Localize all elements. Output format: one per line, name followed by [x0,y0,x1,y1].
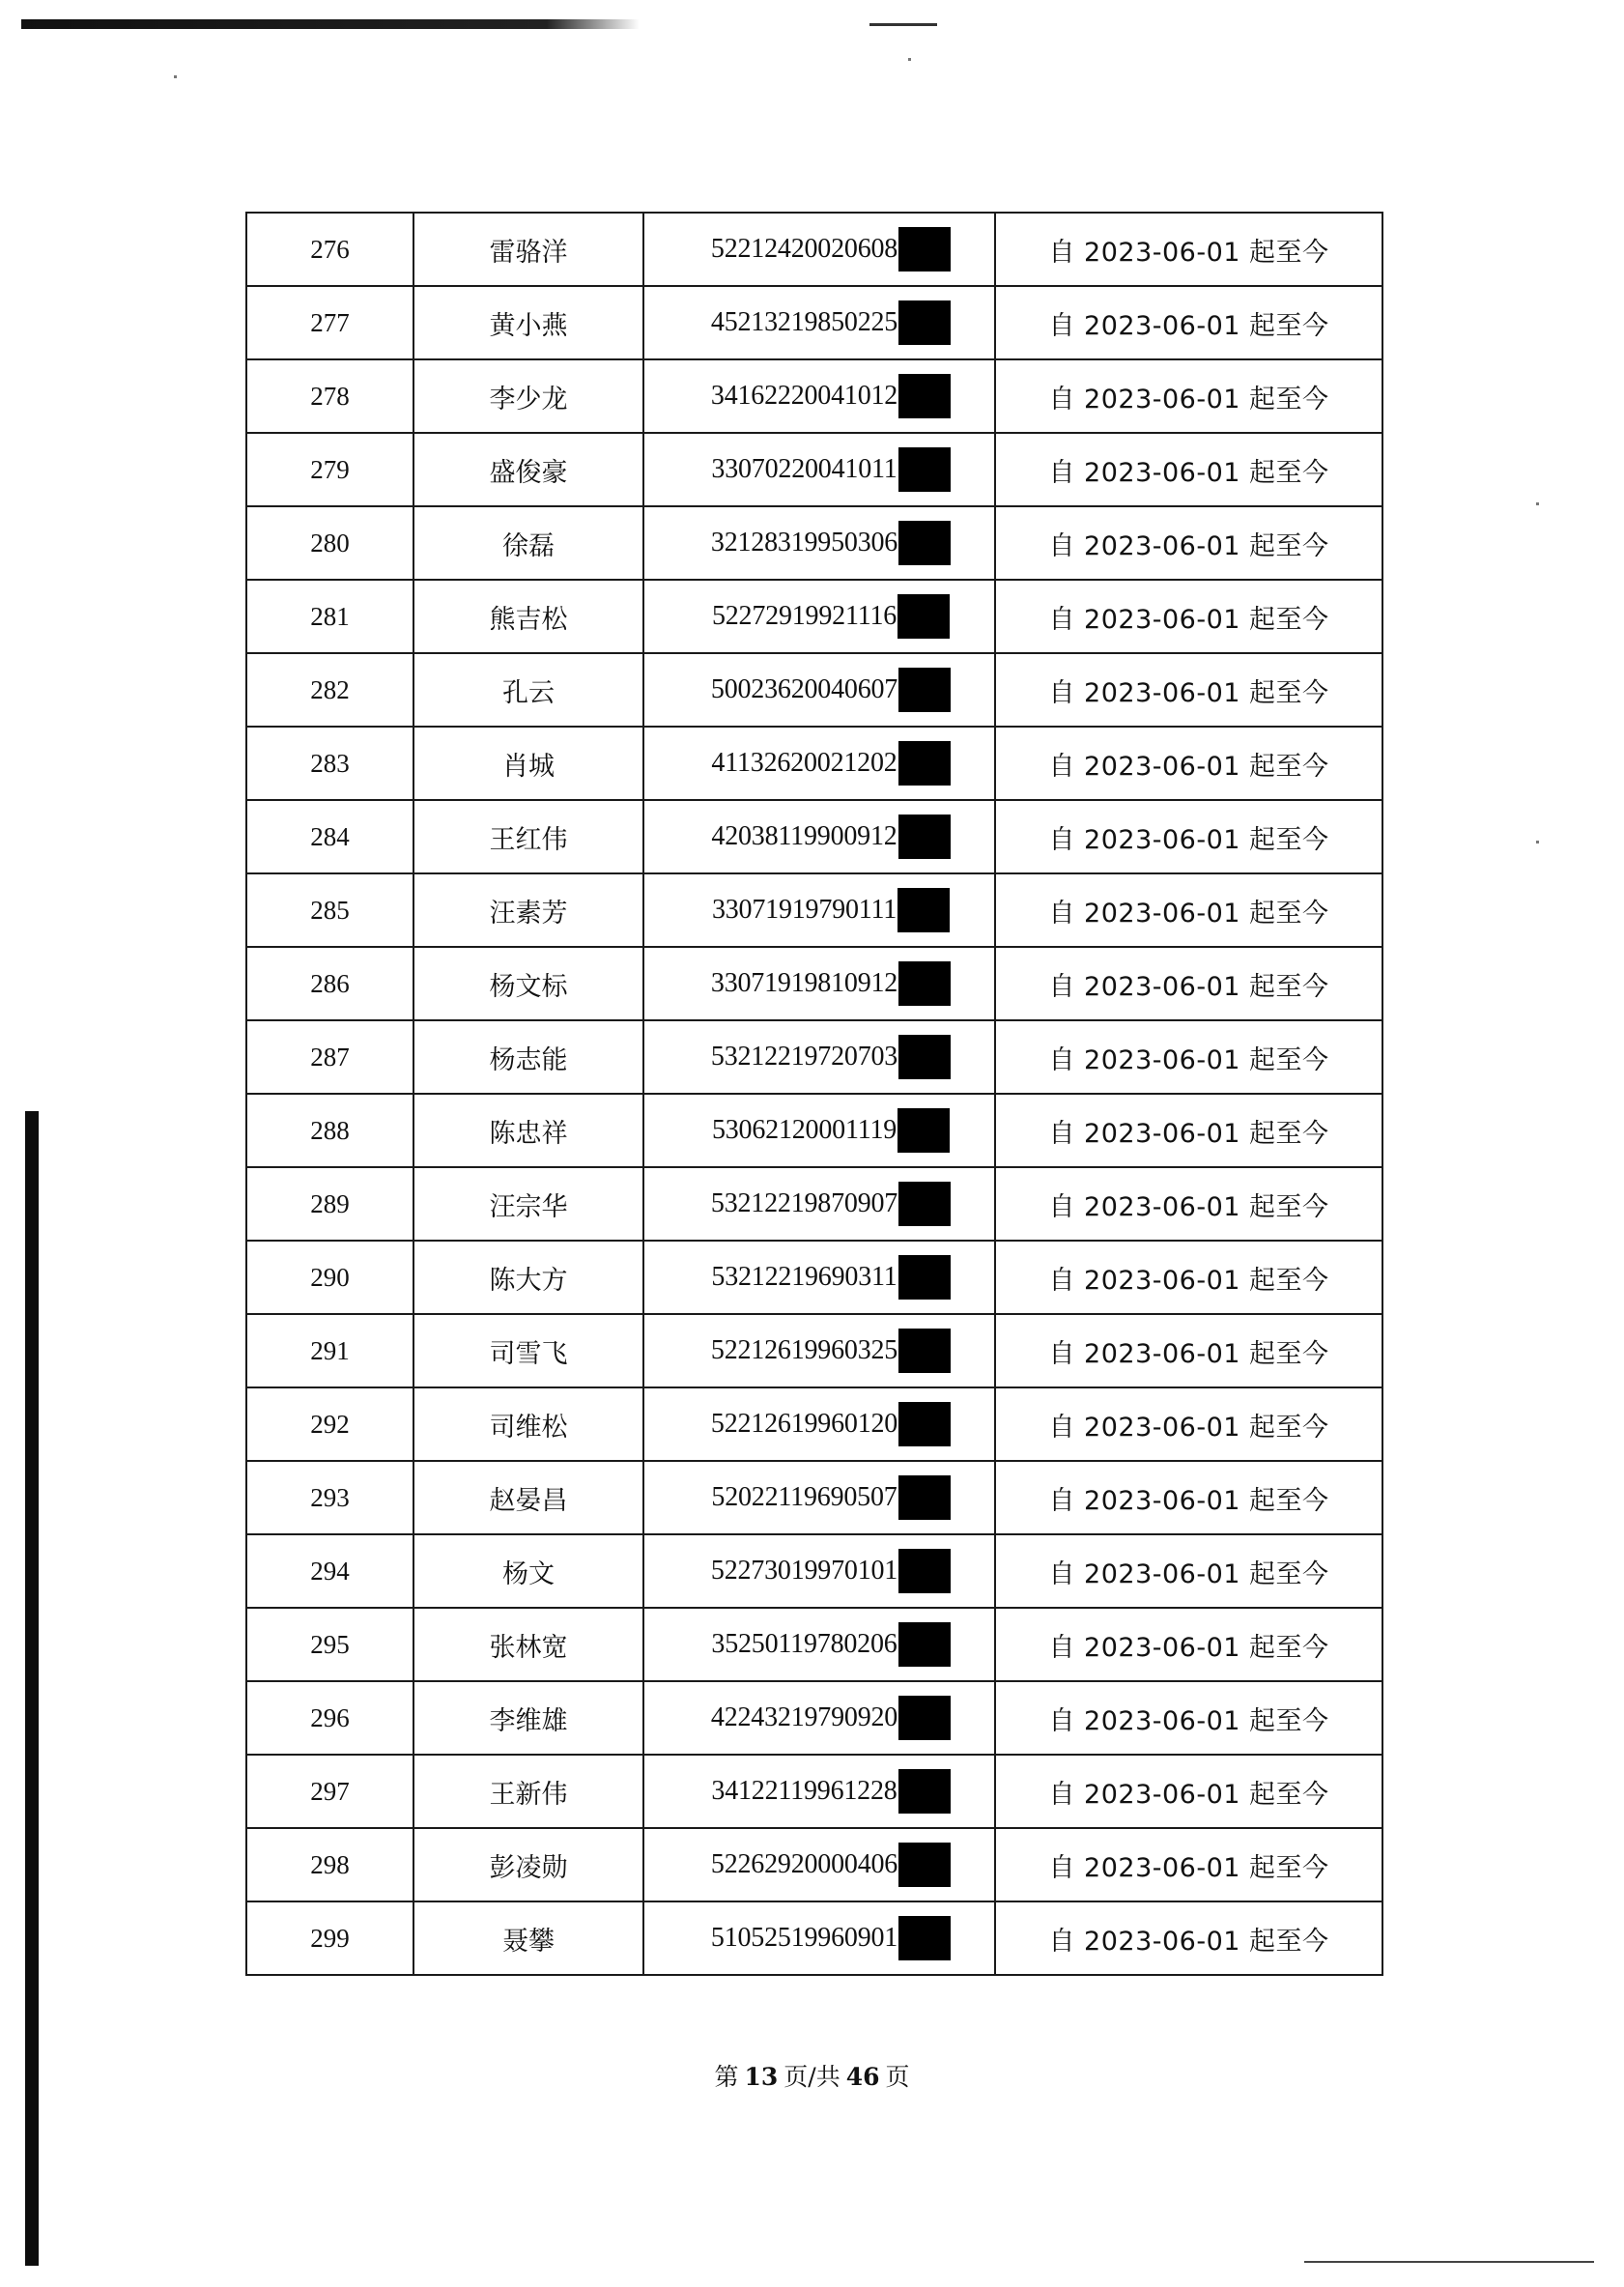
roster-table-container [245,212,1382,1976]
id-number-visible-digits: 53212219870907 [710,1188,898,1218]
row-number-cell: 286 [246,947,413,1020]
id-number-cell [643,580,995,653]
id-number-cell [643,873,995,947]
id-number-visible-digits: 34162220041012 [710,381,898,411]
name-cell: 李少龙 [413,359,643,433]
table-row [246,213,1382,286]
name-cell: 黄小燕 [413,286,643,359]
name-cell: 王红伟 [413,800,643,873]
redaction-block [898,815,951,859]
redaction-block [898,1916,951,1960]
id-number-cell [643,433,995,506]
table-row [246,1755,1382,1828]
name-cell: 彭凌勋 [413,1828,643,1901]
id-number-cell [643,359,995,433]
row-number-cell: 298 [246,1828,413,1901]
redaction-block [898,1696,951,1740]
id-number-visible-digits: 33071919810912 [710,968,898,998]
id-number-visible-digits: 33071919790111 [711,895,897,925]
id-number-cell [643,1534,995,1608]
row-number-cell: 282 [246,653,413,727]
id-number-cell [643,506,995,580]
id-number-wrapper [711,961,951,1006]
name-cell: 肖城 [413,727,643,800]
id-number-visible-digits: 52273019970101 [710,1556,898,1586]
name-cell: 雷骆洋 [413,213,643,286]
id-number-visible-digits: 32128319950306 [710,528,898,557]
redaction-block [898,1182,951,1226]
id-number-wrapper [711,1622,950,1667]
footer-suffix: 页 [885,2063,910,2091]
redaction-block [898,521,951,565]
footer-prefix: 第 [714,2063,739,2091]
footer-middle: 页/共 [784,2063,840,2091]
table-row [246,1681,1382,1755]
row-number-cell: 279 [246,433,413,506]
redaction-block [898,1035,951,1079]
id-number-visible-digits: 52212420020608 [710,234,898,264]
id-number-wrapper [711,374,951,418]
row-number-cell: 284 [246,800,413,873]
row-number-cell: 290 [246,1241,413,1314]
table-row [246,1608,1382,1681]
period-cell: 自 2023-06-01 起至今 [995,1534,1382,1608]
id-number-wrapper [711,1329,951,1373]
roster-table-body [246,213,1382,1975]
page-footer [0,2058,1624,2093]
period-cell: 自 2023-06-01 起至今 [995,947,1382,1020]
table-row [246,1534,1382,1608]
scan-artifact-bottom-line [1304,2261,1594,2263]
id-number-wrapper [712,594,950,639]
row-number-cell: 288 [246,1094,413,1167]
id-number-visible-digits: 34122119961228 [711,1776,897,1806]
name-cell: 赵晏昌 [413,1461,643,1534]
id-number-visible-digits: 33070220041011 [711,454,897,484]
id-number-cell [643,1755,995,1828]
scan-speck [1536,841,1539,843]
id-number-visible-digits: 52022119690507 [711,1482,897,1512]
id-number-cell [643,1094,995,1167]
row-number-cell: 292 [246,1387,413,1461]
id-number-wrapper [711,227,951,272]
period-cell: 自 2023-06-01 起至今 [995,1241,1382,1314]
table-row [246,580,1382,653]
table-row [246,1461,1382,1534]
redaction-block [898,961,951,1006]
redaction-block [898,374,951,418]
id-number-wrapper [712,888,950,932]
id-number-cell [643,1167,995,1241]
redaction-block [898,1622,951,1667]
redaction-block [898,447,951,492]
period-cell: 自 2023-06-01 起至今 [995,433,1382,506]
period-cell: 自 2023-06-01 起至今 [995,1314,1382,1387]
id-number-visible-digits: 42038119900912 [711,821,897,851]
id-number-visible-digits: 41132620021202 [711,748,897,778]
redaction-block [897,888,950,932]
row-number-cell: 294 [246,1534,413,1608]
name-cell: 司维松 [413,1387,643,1461]
table-row [246,873,1382,947]
row-number-cell: 289 [246,1167,413,1241]
name-cell: 盛俊豪 [413,433,643,506]
row-number-cell: 287 [246,1020,413,1094]
period-cell: 自 2023-06-01 起至今 [995,213,1382,286]
redaction-block [898,227,951,272]
scan-speck [1536,502,1539,505]
period-cell: 自 2023-06-01 起至今 [995,1167,1382,1241]
row-number-cell: 278 [246,359,413,433]
name-cell: 熊吉松 [413,580,643,653]
redaction-block [897,1108,950,1153]
redaction-block [898,1402,951,1446]
name-cell: 李维雄 [413,1681,643,1755]
id-number-visible-digits: 52212619960325 [710,1335,898,1365]
id-number-cell [643,1387,995,1461]
redaction-block [898,1769,951,1814]
id-number-wrapper [711,1255,950,1300]
id-number-wrapper [711,1916,951,1960]
row-number-cell: 295 [246,1608,413,1681]
id-number-visible-digits: 53062120001119 [711,1115,897,1145]
period-cell: 自 2023-06-01 起至今 [995,506,1382,580]
row-number-cell: 283 [246,727,413,800]
period-cell: 自 2023-06-01 起至今 [995,1901,1382,1975]
name-cell: 徐磊 [413,506,643,580]
period-cell: 自 2023-06-01 起至今 [995,286,1382,359]
table-row [246,800,1382,873]
id-number-wrapper [711,1843,951,1887]
table-row [246,1387,1382,1461]
id-number-visible-digits: 45213219850225 [710,307,898,337]
period-cell: 自 2023-06-01 起至今 [995,1608,1382,1681]
redaction-block [898,668,951,712]
id-number-visible-digits: 50023620040607 [710,674,898,704]
table-row [246,1828,1382,1901]
name-cell: 王新伟 [413,1755,643,1828]
id-number-cell [643,1461,995,1534]
id-number-cell [643,1828,995,1901]
id-number-visible-digits: 53212219720703 [710,1042,898,1072]
row-number-cell: 280 [246,506,413,580]
period-cell: 自 2023-06-01 起至今 [995,800,1382,873]
id-number-cell [643,213,995,286]
id-number-cell [643,653,995,727]
id-number-wrapper [711,1182,951,1226]
id-number-wrapper [711,1549,951,1593]
name-cell: 聂攀 [413,1901,643,1975]
redaction-block [898,300,951,345]
footer-page-number: 13 [744,2063,779,2091]
id-number-cell [643,1020,995,1094]
table-row [246,653,1382,727]
table-row [246,433,1382,506]
id-number-wrapper [711,1035,951,1079]
row-number-cell: 297 [246,1755,413,1828]
id-number-visible-digits: 53212219690311 [711,1262,897,1292]
id-number-cell [643,727,995,800]
period-cell: 自 2023-06-01 起至今 [995,1755,1382,1828]
scan-speck [174,75,177,78]
id-number-wrapper [711,447,950,492]
roster-table [245,212,1383,1976]
name-cell: 汪宗华 [413,1167,643,1241]
name-cell: 张林宽 [413,1608,643,1681]
row-number-cell: 281 [246,580,413,653]
table-row [246,1314,1382,1387]
period-cell: 自 2023-06-01 起至今 [995,873,1382,947]
table-row [246,1020,1382,1094]
id-number-visible-digits: 52212619960120 [710,1409,898,1439]
id-number-visible-digits: 35250119780206 [711,1629,897,1659]
row-number-cell: 293 [246,1461,413,1534]
id-number-wrapper [711,1402,951,1446]
id-number-wrapper [711,741,950,786]
name-cell: 杨文标 [413,947,643,1020]
name-cell: 杨志能 [413,1020,643,1094]
name-cell: 杨文 [413,1534,643,1608]
row-number-cell: 276 [246,213,413,286]
scan-artifact-top-bar [21,19,640,29]
redaction-block [898,1255,951,1300]
id-number-wrapper [711,815,950,859]
row-number-cell: 285 [246,873,413,947]
id-number-visible-digits: 52262920000406 [710,1849,898,1879]
period-cell: 自 2023-06-01 起至今 [995,359,1382,433]
id-number-cell [643,1608,995,1681]
id-number-wrapper [711,1769,950,1814]
name-cell: 孔云 [413,653,643,727]
table-row [246,506,1382,580]
period-cell: 自 2023-06-01 起至今 [995,1681,1382,1755]
id-number-wrapper [711,1696,951,1740]
period-cell: 自 2023-06-01 起至今 [995,1828,1382,1901]
redaction-block [898,741,951,786]
table-row [246,1094,1382,1167]
table-row [246,286,1382,359]
table-row [246,947,1382,1020]
period-cell: 自 2023-06-01 起至今 [995,727,1382,800]
id-number-visible-digits: 52272919921116 [711,601,897,631]
row-number-cell: 299 [246,1901,413,1975]
id-number-wrapper [711,1475,950,1520]
name-cell: 陈大方 [413,1241,643,1314]
id-number-cell [643,800,995,873]
id-number-cell [643,1314,995,1387]
period-cell: 自 2023-06-01 起至今 [995,1461,1382,1534]
period-cell: 自 2023-06-01 起至今 [995,653,1382,727]
id-number-cell [643,1901,995,1975]
scan-artifact-top-dash [869,23,937,26]
redaction-block [898,1549,951,1593]
period-cell: 自 2023-06-01 起至今 [995,1387,1382,1461]
id-number-cell [643,947,995,1020]
period-cell: 自 2023-06-01 起至今 [995,1020,1382,1094]
table-row [246,1901,1382,1975]
redaction-block [897,594,950,639]
id-number-wrapper [712,1108,950,1153]
id-number-cell [643,1241,995,1314]
id-number-wrapper [711,300,951,345]
id-number-cell [643,286,995,359]
id-number-wrapper [711,521,951,565]
redaction-block [898,1475,951,1520]
redaction-block [898,1843,951,1887]
id-number-cell [643,1681,995,1755]
row-number-cell: 296 [246,1681,413,1755]
table-row [246,727,1382,800]
name-cell: 汪素芳 [413,873,643,947]
row-number-cell: 291 [246,1314,413,1387]
id-number-visible-digits: 42243219790920 [710,1702,898,1732]
name-cell: 司雪飞 [413,1314,643,1387]
table-row [246,1167,1382,1241]
row-number-cell: 277 [246,286,413,359]
id-number-visible-digits: 51052519960901 [710,1923,898,1953]
redaction-block [898,1329,951,1373]
table-row [246,1241,1382,1314]
scan-speck [908,58,911,61]
table-row [246,359,1382,433]
name-cell: 陈忠祥 [413,1094,643,1167]
period-cell: 自 2023-06-01 起至今 [995,1094,1382,1167]
period-cell: 自 2023-06-01 起至今 [995,580,1382,653]
id-number-wrapper [711,668,951,712]
footer-total-pages: 46 [845,2063,880,2091]
